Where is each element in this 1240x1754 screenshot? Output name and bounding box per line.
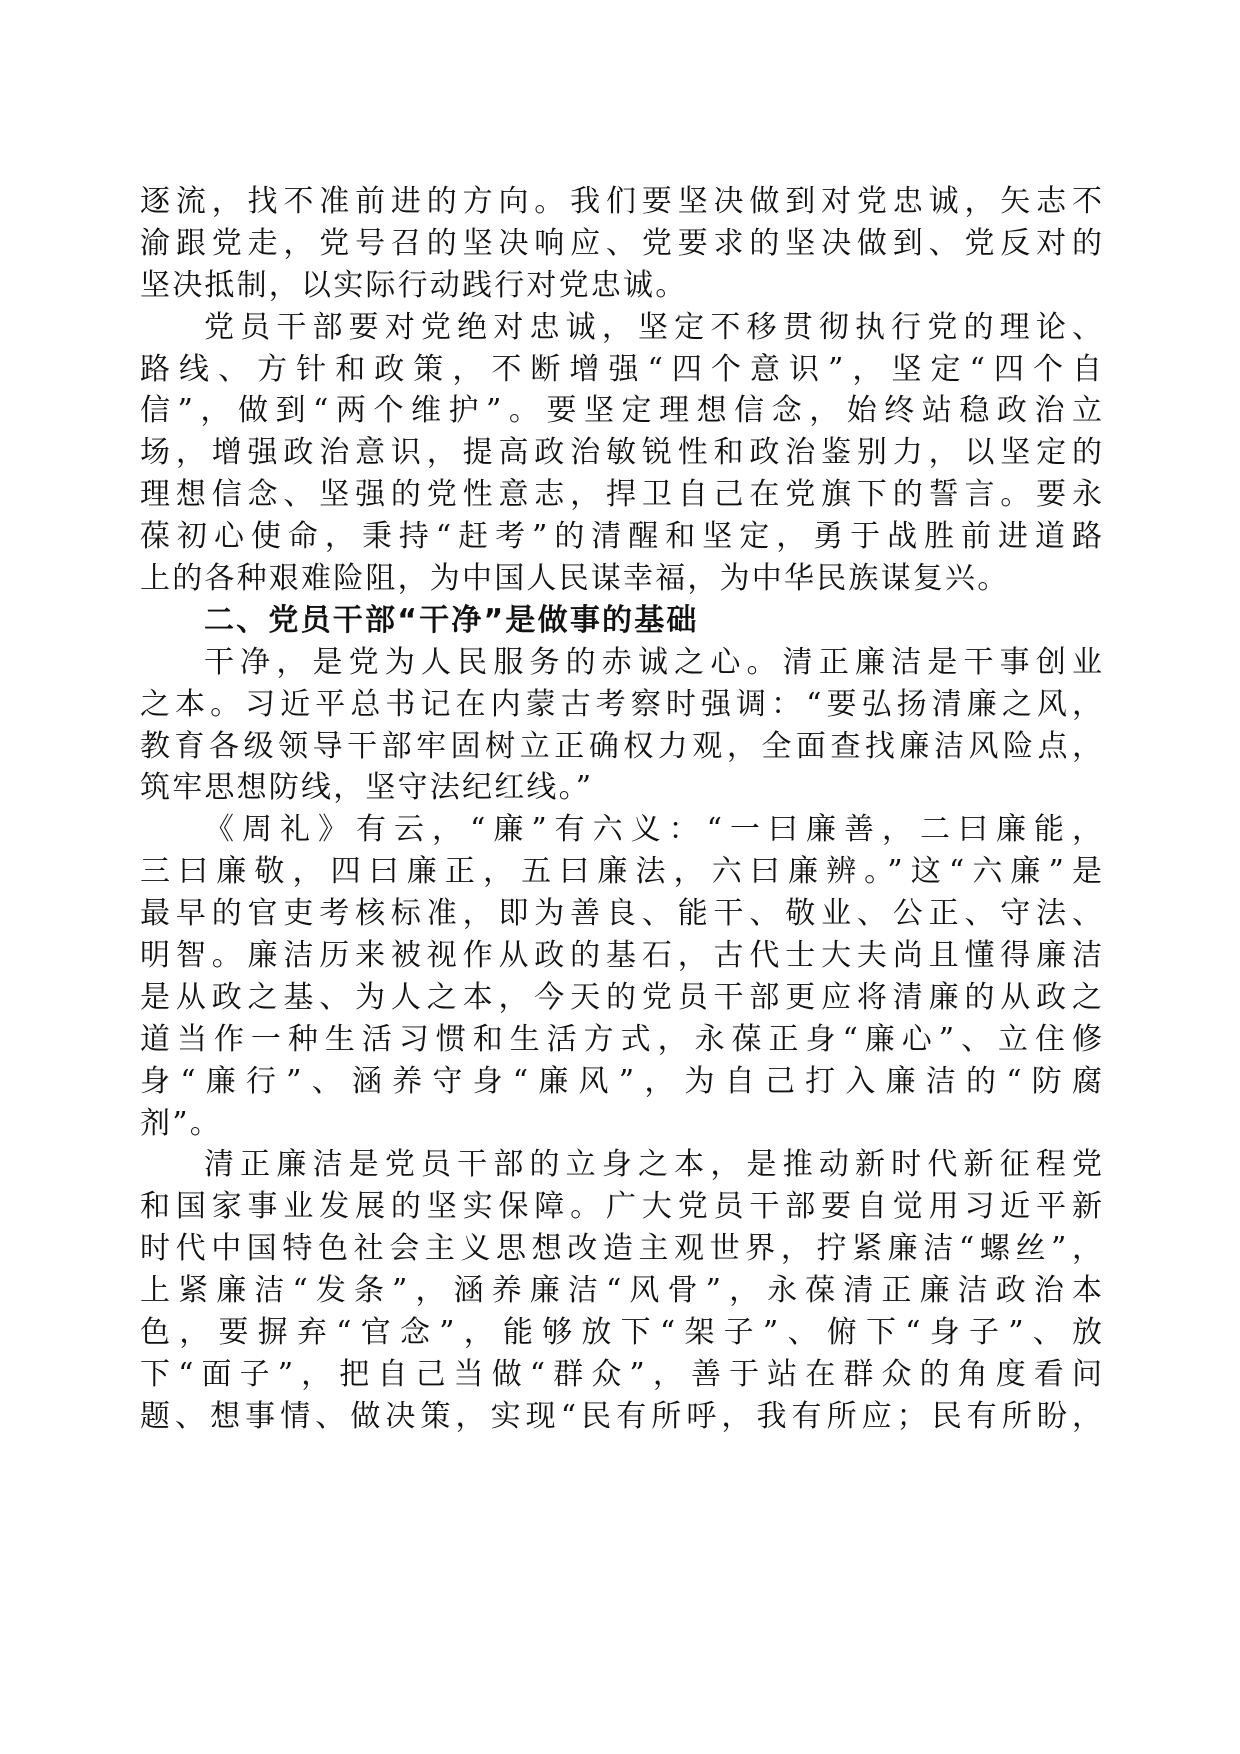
text-line: 场，增强政治意识，提高政治敏锐性和政治鉴别力，以坚定的 bbox=[140, 435, 1102, 471]
text-line: 和国家事业发展的坚实保障。广大党员干部要自觉用习近平新 bbox=[140, 1189, 1102, 1225]
text-line: 渝跟党走，党号召的坚决响应、党要求的坚决做到、党反对的 bbox=[140, 225, 1102, 261]
text-line: 逐流，找不准前进的方向。我们要坚决做到对党忠诚，矢志不 bbox=[140, 184, 1102, 219]
text-line: 剂”。 bbox=[140, 1105, 222, 1141]
text-line: 色，要摒弃“官念”，能够放下“架子”、俯下“身子”、放 bbox=[140, 1315, 1102, 1351]
text-line: 党员干部要对党绝对忠诚，坚定不移贯彻执行党的理论、 bbox=[204, 309, 1102, 345]
text-line: 《周礼》有云，“廉”有六义：“一曰廉善，二曰廉能， bbox=[204, 812, 1102, 848]
text-line: 下“面子”，把自己当做“群众”，善于站在群众的角度看问 bbox=[140, 1356, 1102, 1392]
text-line: 三曰廉敬，四曰廉正，五曰廉法，六曰廉辨。”这“六廉”是 bbox=[140, 854, 1102, 890]
section-heading: 二、党员干部“干净”是做事的基础 bbox=[204, 602, 699, 638]
text-line: 干净，是党为人民服务的赤诚之心。清正廉洁是干事创业 bbox=[204, 644, 1102, 680]
text-line: 清正廉洁是党员干部的立身之本，是推动新时代新征程党 bbox=[204, 1147, 1102, 1183]
text-line: 坚决抵制，以实际行动践行对党忠诚。 bbox=[140, 267, 688, 303]
text-line: 题、想事情、做决策，实现“民有所呼，我有所应；民有所盼， bbox=[140, 1398, 1102, 1434]
text-line: 是从政之基、为人之本，今天的党员干部更应将清廉的从政之 bbox=[140, 979, 1102, 1015]
text-line: 明智。廉洁历来被视作从政的基石，古代士大夫尚且懂得廉洁 bbox=[140, 938, 1102, 974]
text-line: 教育各级领导干部牢固树立正确权力观，全面查找廉洁风险点， bbox=[140, 728, 1102, 764]
document-page bbox=[140, 181, 1102, 1438]
text-line: 信”，做到“两个维护”。要坚定理想信念，始终站稳政治立 bbox=[140, 393, 1102, 429]
text-line: 上紧廉洁“发条”，涵养廉洁“风骨”，永葆清正廉洁政治本 bbox=[140, 1273, 1102, 1309]
text-line: 身“廉行”、涵养守身“廉风”，为自己打入廉洁的“防腐 bbox=[140, 1063, 1102, 1099]
text-line: 葆初心使命，秉持“赶考”的清醒和坚定，勇于战胜前进道路 bbox=[140, 519, 1102, 555]
text-line: 上的各种艰难险阻，为中国人民谋幸福，为中华民族谋复兴。 bbox=[140, 561, 1010, 597]
text-line: 之本。习近平总书记在内蒙古考察时强调：“要弘扬清廉之风， bbox=[140, 686, 1102, 722]
text-line: 最早的官吏考核标准，即为善良、能干、敬业、公正、守法、 bbox=[140, 896, 1102, 932]
text-line: 路线、方针和政策，不断增强“四个意识”，坚定“四个自 bbox=[140, 351, 1102, 387]
text-line: 理想信念、坚强的党性意志，捍卫自己在党旗下的誓言。要永 bbox=[140, 477, 1102, 513]
text-line: 道当作一种生活习惯和生活方式，永葆正身“廉心”、立住修 bbox=[140, 1021, 1102, 1057]
text-line: 筑牢思想防线，坚守法纪红线。” bbox=[140, 770, 594, 806]
text-line: 时代中国特色社会主义思想改造主观世界，拧紧廉洁“螺丝”， bbox=[140, 1231, 1102, 1267]
